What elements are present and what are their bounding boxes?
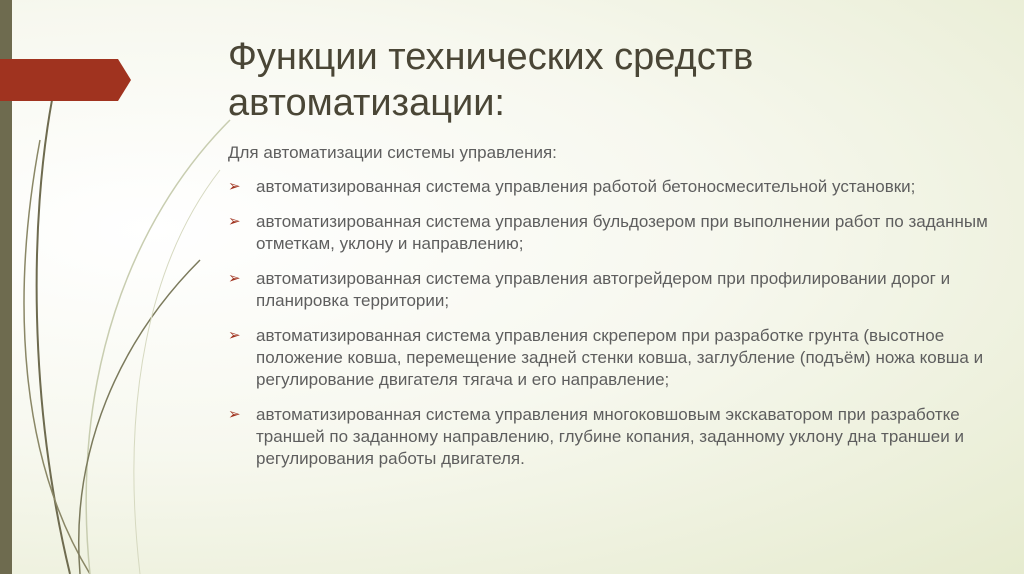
list-item (228, 325, 988, 391)
list-item-text: автоматизированная система управления бульдозером при выполнении работ по заданным отметкам, уклону и направлению; (256, 212, 988, 253)
intro-text: Для автоматизации системы управления: (228, 143, 557, 162)
arrowhead-bullet-icon: ➢ (228, 178, 241, 195)
list-item (228, 176, 988, 198)
list-item-text: автоматизированная система управления автогрейдером при профилировании дорог и планировка территории; (256, 269, 951, 310)
title-flag-marker (0, 59, 131, 101)
list-item-text: автоматизированная система управления скрепером при разработке грунта (высотное положение ковша, перемещение задней стенки ковша, заглубление (подъём) ножа ковша и регулирование двигателя тягача и его направление; (256, 326, 984, 389)
arrowhead-bullet-icon: ➢ (228, 327, 241, 344)
arrowhead-bullet-icon: ➢ (228, 213, 241, 230)
arrowhead-bullet-icon: ➢ (228, 406, 241, 423)
bullet-list (228, 176, 988, 470)
list-item (228, 404, 988, 470)
slide-body (228, 142, 988, 483)
list-item-text: автоматизированная система управления многоковшовым экскаватором при разработке траншей по заданному направлению, глубине копания, заданному уклону дна траншеи и регулирования работы двигателя. (256, 405, 964, 468)
list-item (228, 268, 988, 312)
slide-title: Функции технических средств автоматизации: (228, 36, 754, 124)
arrowhead-bullet-icon: ➢ (228, 270, 241, 287)
list-item (228, 211, 988, 255)
list-item-text: автоматизированная система управления работой бетоносмесительной установки; (256, 177, 916, 196)
